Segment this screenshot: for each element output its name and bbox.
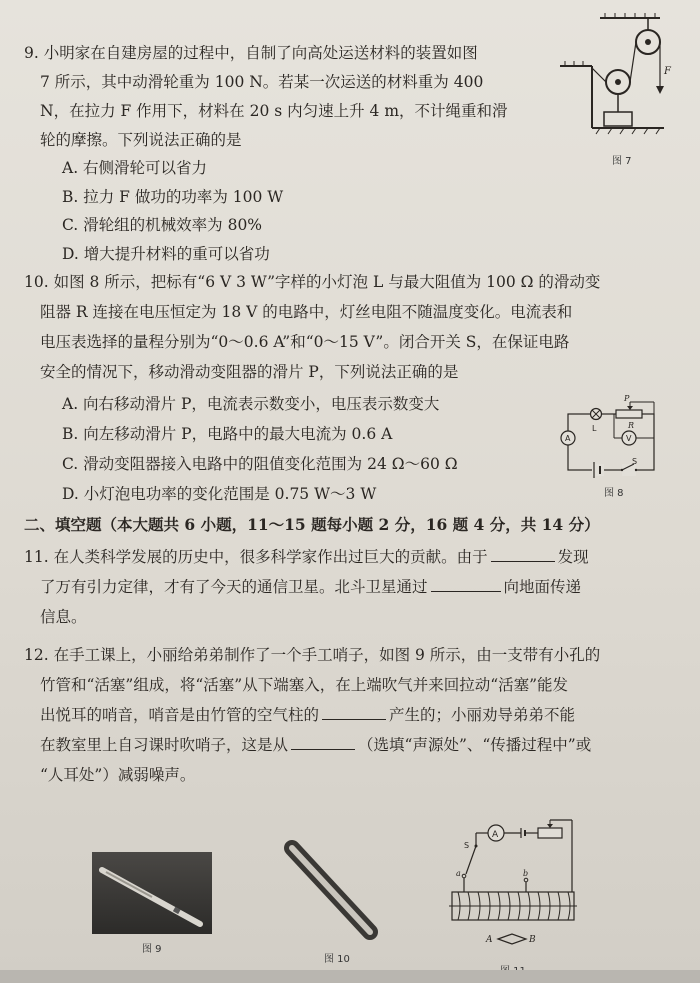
figure-11-contact-a-label: a — [456, 869, 461, 878]
figure-7-caption: 图 7 — [612, 156, 632, 167]
figure-7-pulley-diagram — [560, 8, 670, 158]
q9-option-c: C. 滑轮组的机械效率为 80% — [62, 216, 263, 234]
q9-line-3: N，在拉力 F 作用下，材料在 20 s 内匀速上升 4 m，不计绳重和滑 — [40, 102, 508, 120]
figure-8-voltmeter-label: V — [626, 434, 632, 443]
q10-option-b: B. 向左移动滑片 P，电路中的最大电流为 0.6 A — [62, 425, 393, 443]
q12-line-3-end: 产生的；小丽劝导弟弟不能 — [389, 706, 576, 724]
q12-line-1: 12. 在手工课上，小丽给弟弟制作了一个手工哨子，如图 9 所示，由一支带有小孔的 — [24, 646, 601, 664]
q12-blank-2[interactable] — [291, 735, 355, 750]
q10-option-a: A. 向右移动滑片 P，电流表示数变小，电压表示数变大 — [62, 395, 440, 413]
q9-line-4: 轮的摩擦。下列说法正确的是 — [40, 131, 242, 149]
q10-line-4: 安全的情况下，移动滑动变阻器的滑片 P，下列说法正确的是 — [40, 363, 459, 381]
figure-9-caption: 图 9 — [142, 944, 162, 955]
q12-line-4 — [40, 735, 591, 755]
q10-option-d: D. 小灯泡电功率的变化范围是 0.75 W～3 W — [62, 485, 377, 503]
figure-8-circuit-diagram — [556, 394, 666, 478]
q12-line-4-text: 在教室里上自习课时吹哨子，这是从 — [40, 736, 289, 754]
figure-8-slider-label: P — [624, 394, 630, 403]
q10-line-1: 10. 如图 8 所示，把标有“6 V 3 W”字样的小灯泡 L 与最大阻值为 100 Ω 的滑动变 — [24, 273, 601, 291]
figure-9-whistle-photo — [92, 852, 212, 934]
q10-line-2: 阻器 R 连接在电压恒定为 18 V 的电路中，灯丝电阻不随温度变化。电流表和 — [40, 303, 573, 321]
q11-line-2-end: 向地面传递 — [503, 578, 582, 596]
q11-line-1-text: 11. 在人类科学发展的历史中，很多科学家作出过巨大的贡献。由于 — [24, 548, 488, 566]
q11-line-3: 信息。 — [40, 608, 87, 626]
figure-10-tube-photo — [282, 840, 382, 940]
q9-line-1: 9. 小明家在自建房屋的过程中，自制了向高处运送材料的装置如图 — [24, 44, 478, 62]
q9-option-b: B. 拉力 F 做功的功率为 100 W — [62, 188, 284, 206]
q12-line-5: “人耳处”）减弱噪声。 — [40, 766, 196, 784]
q11-blank-2[interactable] — [431, 577, 501, 592]
figure-8-switch-label: S — [632, 457, 638, 466]
figure-8-lamp-label: L — [592, 424, 597, 433]
section-2-title: 二、填空题（本大题共 6 小题，11～15 题每小题 2 分，16 题 4 分，共 14 分） — [24, 515, 600, 534]
q12-line-3 — [40, 705, 575, 725]
q12-line-3-text: 出悦耳的哨音，哨音是由竹管的空气柱的 — [40, 706, 320, 724]
q9-line-2: 7 所示，其中动滑轮重为 100 N。若某一次运送的材料重为 400 — [40, 73, 484, 91]
q10-option-c: C. 滑动变阻器接入电路中的阻值变化范围为 24 Ω～60 Ω — [62, 455, 458, 473]
figure-11-ammeter-label: A — [492, 830, 499, 840]
page-bottom-edge — [0, 970, 700, 983]
figure-7-label-f: F — [664, 66, 671, 77]
figure-8-ammeter-label: A — [565, 434, 571, 443]
q11-blank-1[interactable] — [491, 547, 555, 562]
q12-line-2: 竹管和“活塞”组成，将“活塞”从下端塞入，在上端吹气并来回拉动“活塞”能发 — [40, 676, 569, 694]
figure-11-electromagnet-diagram — [446, 808, 586, 958]
q11-line-2-text: 了万有引力定律，才有了今天的通信卫星。北斗卫星通过 — [40, 578, 428, 596]
figure-11-switch-label: S — [464, 841, 470, 850]
q12-line-4-end: （选填“声源处”、“传播过程中”或 — [358, 736, 592, 754]
figure-10-caption: 图 10 — [324, 954, 350, 965]
figure-11-pole-a-label: A — [486, 935, 493, 945]
q12-blank-1[interactable] — [322, 705, 386, 720]
figure-11-contact-b-label: b — [523, 869, 529, 878]
figure-8-caption: 图 8 — [604, 488, 624, 499]
q11-line-1-end: 发现 — [557, 548, 589, 566]
q10-line-3: 电压表选择的量程分别为“0～0.6 A”和“0～15 V”。闭合开关 S，在保证电路 — [40, 333, 570, 351]
q11-line-2 — [40, 577, 581, 597]
q9-option-d: D. 增大提升材料的重可以省功 — [62, 245, 270, 263]
figure-11-pole-b-label: B — [529, 935, 536, 945]
q9-option-a: A. 右侧滑轮可以省力 — [62, 159, 208, 177]
q11-line-1 — [24, 547, 589, 567]
figure-8-rheostat-label: R — [628, 421, 635, 430]
